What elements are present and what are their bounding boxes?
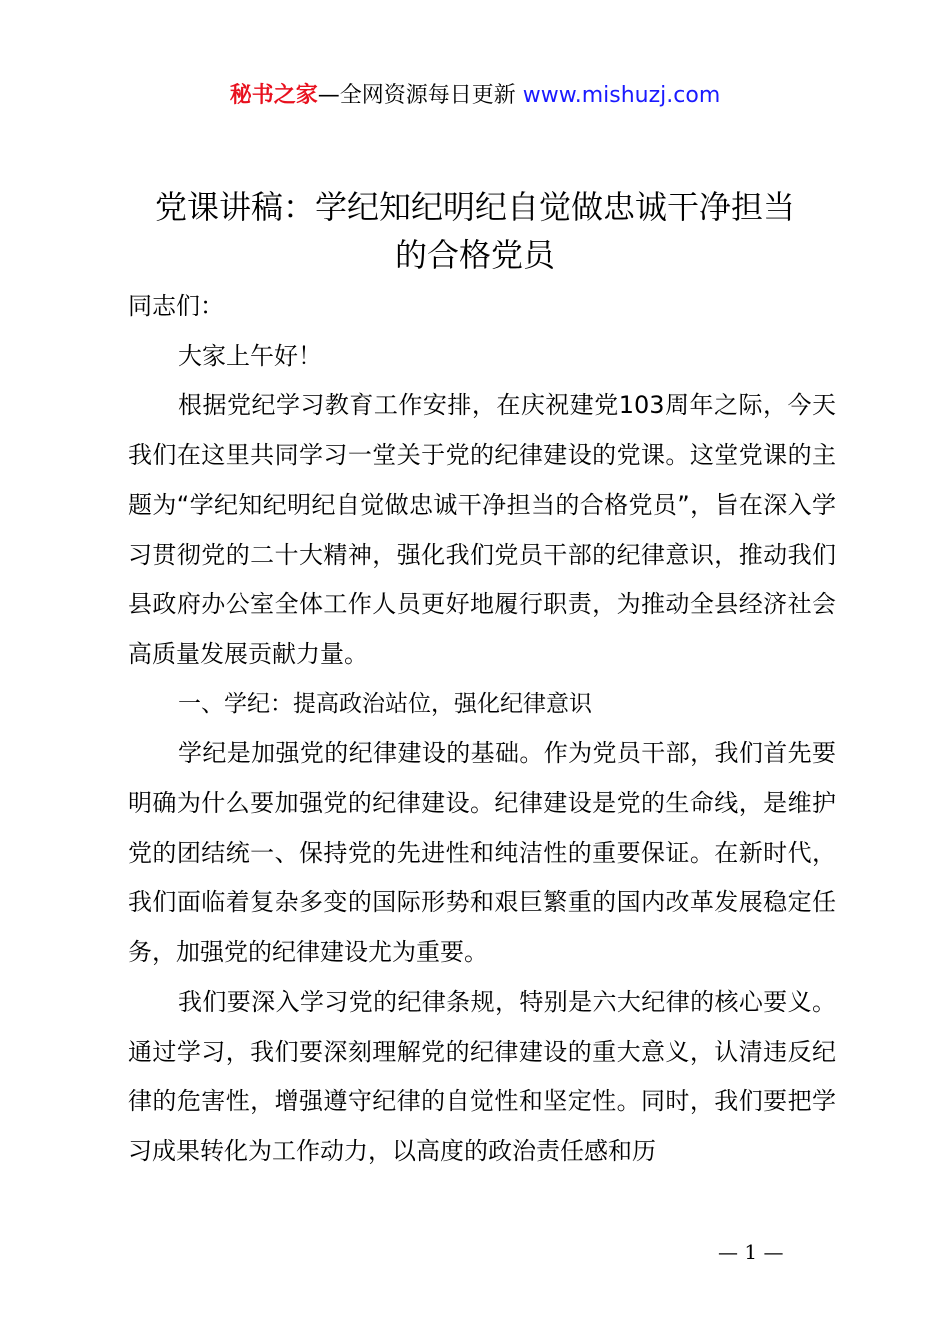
page-number: — 1 — <box>718 1240 784 1264</box>
paragraph-intro: 根据党纪学习教育工作安排，在庆祝建党103周年之际，今天我们在这里共同学习一堂关于党的纪律建设的党课。这堂党课的主题为“学纪知纪明纪自觉做忠诚干净担当的合格党员”，旨在深入学习贯彻党的二十大精神，强化我们党员干部的纪律意识，推动我们县政府办公室全体工作人员更好地履行职责，为推动全县经济社会高质量发展贡献力量。 <box>128 391 836 668</box>
document-body <box>128 282 836 1177</box>
site-header <box>0 80 950 112</box>
title-line-2: 的合格党员 <box>394 236 555 274</box>
paragraph-1: 学纪是加强党的纪律建设的基础。作为党员干部，我们首先要明确为什么要加强党的纪律建设。纪律建设是党的生命线，是维护党的团结统一、保持党的先进性和纯洁性的重要保证。在新时代，我们面临着复杂多变的国际形势和艰巨繁重的国内改革发展稳定任务，加强党的纪律建设尤为重要。 <box>128 739 836 967</box>
greeting: 大家上午好！ <box>178 341 322 370</box>
paragraph-2: 我们要深入学习党的纪律条规，特别是六大纪律的核心要义。通过学习，我们要深刻理解党的纪律建设的重大意义，认清违反纪律的危害性，增强遵守纪律的自觉性和坚定性。同时，我们要把学习成果转化为工作动力，以高度的政治责任感和历 <box>128 987 836 1165</box>
salutation: 同志们： <box>128 292 224 320</box>
brand-name: 秘书之家 <box>229 83 318 108</box>
header-tagline: —全网资源每日更新 <box>317 83 523 108</box>
site-url-link[interactable]: www.mishuzj.com <box>522 83 721 108</box>
section-heading-1: 一、学纪：提高政治站位，强化纪律意识 <box>178 690 592 717</box>
document-title <box>100 183 850 279</box>
title-line-1: 党课讲稿：学纪知纪明纪自觉做忠诚干净担当 <box>154 188 795 226</box>
